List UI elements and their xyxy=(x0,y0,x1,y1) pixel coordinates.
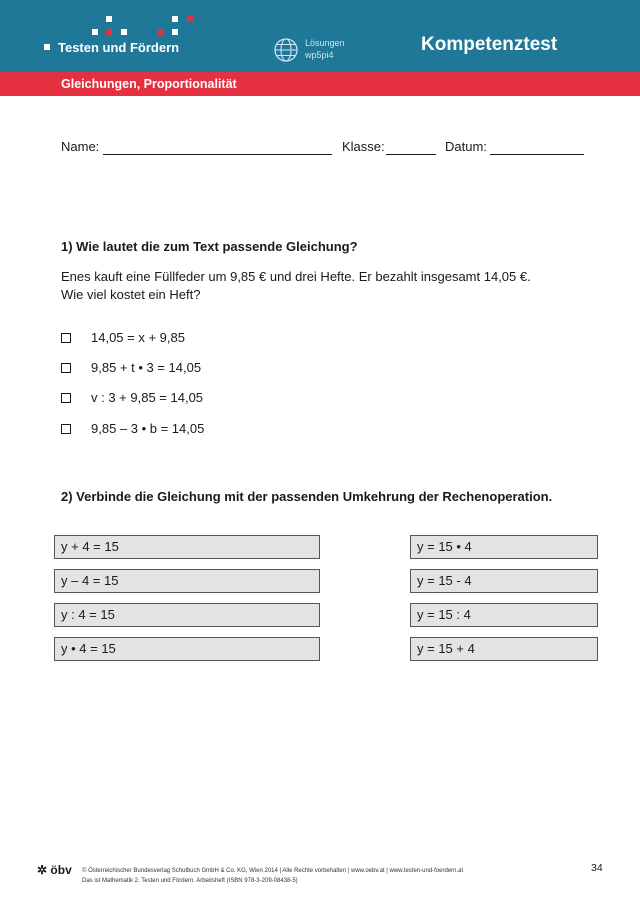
inverse-box[interactable]: y = 15 - 4 xyxy=(410,569,598,593)
question-1-text: Enes kauft eine Füllfeder um 9,85 € und drei Hefte. Er bezahlt insgesamt 14,05 €. xyxy=(61,269,531,284)
option-label: 9,85 – 3 • b = 14,05 xyxy=(91,421,205,436)
equation-box[interactable]: y – 4 = 15 xyxy=(54,569,320,593)
brand-name: Testen und Fördern xyxy=(58,40,180,55)
logo-square xyxy=(106,16,112,22)
class-field[interactable] xyxy=(386,154,436,155)
asterisk-icon: ✲ xyxy=(37,863,48,877)
class-label: Klasse: xyxy=(342,139,385,154)
date-field[interactable] xyxy=(490,154,584,155)
checkbox[interactable] xyxy=(61,424,71,434)
logo-square xyxy=(158,29,164,35)
question-1-text: Wie viel kostet ein Heft? xyxy=(61,287,201,302)
topic-title: Gleichungen, Proportionalität xyxy=(61,77,237,91)
solutions-label: Lösungen xyxy=(305,38,345,48)
solutions-id: wp5pi4 xyxy=(305,50,334,60)
question-1: 1) Wie lautet die zum Text passende Gleichung? xyxy=(61,239,358,254)
logo-square xyxy=(106,29,112,35)
publisher-logo-text: öbv xyxy=(50,863,72,877)
logo-square xyxy=(172,16,178,22)
name-label: Name: xyxy=(61,139,100,154)
logo-square xyxy=(172,29,178,35)
checkbox[interactable] xyxy=(61,363,71,373)
logo-square xyxy=(92,29,98,35)
inverse-box[interactable]: y = 15 + 4 xyxy=(410,637,598,661)
page-number: 34 xyxy=(591,862,603,874)
isbn-line: Das ist Mathematik 2. Testen und Fördern. Arbeitsheft (ISBN 978-3-209-08438-5) xyxy=(82,878,298,884)
copyright-line: © Österreichischer Bundesverlag Schulbuch GmbH & Co. KG, Wien 2014 | Alle Rechte vorbehalten | www.oebv.at | www.testen-und-foerdern.at xyxy=(82,868,464,874)
header-bar xyxy=(0,0,640,74)
option-label: 9,85 + t • 3 = 14,05 xyxy=(91,360,202,375)
option-label: 14,05 = x + 9,85 xyxy=(91,330,185,345)
equation-box[interactable]: y • 4 = 15 xyxy=(54,637,320,661)
name-field[interactable] xyxy=(103,154,332,155)
inverse-box[interactable]: y = 15 • 4 xyxy=(410,535,598,559)
checkbox[interactable] xyxy=(61,333,71,343)
page-title: Kompetenztest xyxy=(421,34,558,55)
publisher-logo xyxy=(37,863,72,877)
logo-square xyxy=(121,29,127,35)
logo-square xyxy=(44,44,50,50)
equation-box[interactable]: y + 4 = 15 xyxy=(54,535,320,559)
inverse-box[interactable]: y = 15 : 4 xyxy=(410,603,598,627)
equation-box[interactable]: y : 4 = 15 xyxy=(54,603,320,627)
solutions-code[interactable] xyxy=(305,37,345,61)
option-label: v : 3 + 9,85 = 14,05 xyxy=(91,390,204,405)
checkbox[interactable] xyxy=(61,393,71,403)
date-label: Datum: xyxy=(445,139,487,154)
question-2: 2) Verbinde die Gleichung mit der passenden Umkehrung der Rechenoperation. xyxy=(61,489,553,504)
logo-square xyxy=(187,16,193,22)
globe-icon xyxy=(273,37,299,63)
